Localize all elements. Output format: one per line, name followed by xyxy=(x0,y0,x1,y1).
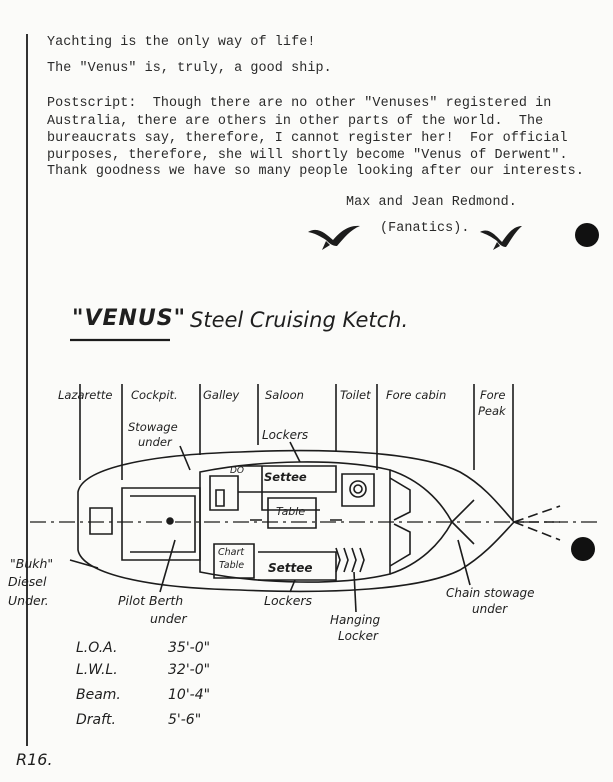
label-diesel-under: Under. xyxy=(8,593,49,608)
fanatics-note: (Fanatics). xyxy=(380,221,470,236)
label-hanging: Hanging xyxy=(330,613,381,627)
spec-label: L.W.L. xyxy=(76,662,118,678)
label-galley: Galley xyxy=(203,388,240,402)
label-toilet: Toilet xyxy=(340,388,371,402)
label-locker: Locker xyxy=(338,629,378,643)
label-chart-table: Table xyxy=(219,560,245,571)
label-bukh: "Bukh" xyxy=(10,556,54,571)
postscript-line-2: Australia, there are others in other parts of the world. The xyxy=(47,114,544,129)
label-stowage: Stowage xyxy=(128,420,178,434)
label-chart: Chart xyxy=(218,547,245,558)
page-number: R16. xyxy=(16,750,53,769)
spec-value: 5'-6" xyxy=(168,712,202,728)
label-peak: Peak xyxy=(478,404,506,418)
label-cockpit: Cockpit. xyxy=(131,388,178,402)
label-settee-top: Settee xyxy=(264,470,307,484)
spec-value: 10'-4" xyxy=(168,687,211,703)
spec-label: L.O.A. xyxy=(76,640,118,656)
signature: Max and Jean Redmond. xyxy=(346,195,517,210)
label-fore-cabin: Fore cabin xyxy=(386,388,447,402)
letter-line-2: The "Venus" is, truly, a good ship. xyxy=(47,61,332,76)
postscript-line-1: Postscript: Though there are no other "Venuses" registered in xyxy=(47,96,552,111)
spec-label: Draft. xyxy=(76,712,116,728)
label-lockers-bottom: Lockers xyxy=(264,593,313,608)
label-lazarette: Lazarette xyxy=(58,388,113,402)
spec-value: 35'-0" xyxy=(168,640,211,656)
label-chain-stowage: Chain stowage xyxy=(446,586,535,600)
drawing-title: Steel Cruising Ketch. xyxy=(190,308,409,332)
spec-value: 32'-0" xyxy=(168,662,211,678)
label-diesel: Diesel xyxy=(8,574,47,589)
label-stowage-under: under xyxy=(138,435,172,449)
label-do: DO xyxy=(230,466,245,476)
postscript-line-4: purposes, therefore, she will shortly become "Venus of Derwent". xyxy=(47,148,568,163)
label-pilot-under: under xyxy=(150,611,187,626)
label-chain-under: under xyxy=(472,602,508,616)
label-pilot-berth: Pilot Berth xyxy=(118,593,184,608)
spec-label: Beam. xyxy=(76,687,121,703)
postscript-line-3: bureaucrats say, therefore, I cannot register her! For official xyxy=(47,131,568,146)
drawing-title-name: "VENUS" xyxy=(72,306,187,331)
postscript-line-5: Thank goodness we have so many people looking after our interests. xyxy=(47,164,584,179)
label-lockers-top: Lockers xyxy=(262,428,309,442)
label-settee-bottom: Settee xyxy=(268,561,313,575)
label-fore: Fore xyxy=(480,388,506,402)
label-saloon: Saloon xyxy=(265,388,304,402)
letter-line-1: Yachting is the only way of life! xyxy=(47,35,316,50)
label-table: Table xyxy=(276,505,306,518)
